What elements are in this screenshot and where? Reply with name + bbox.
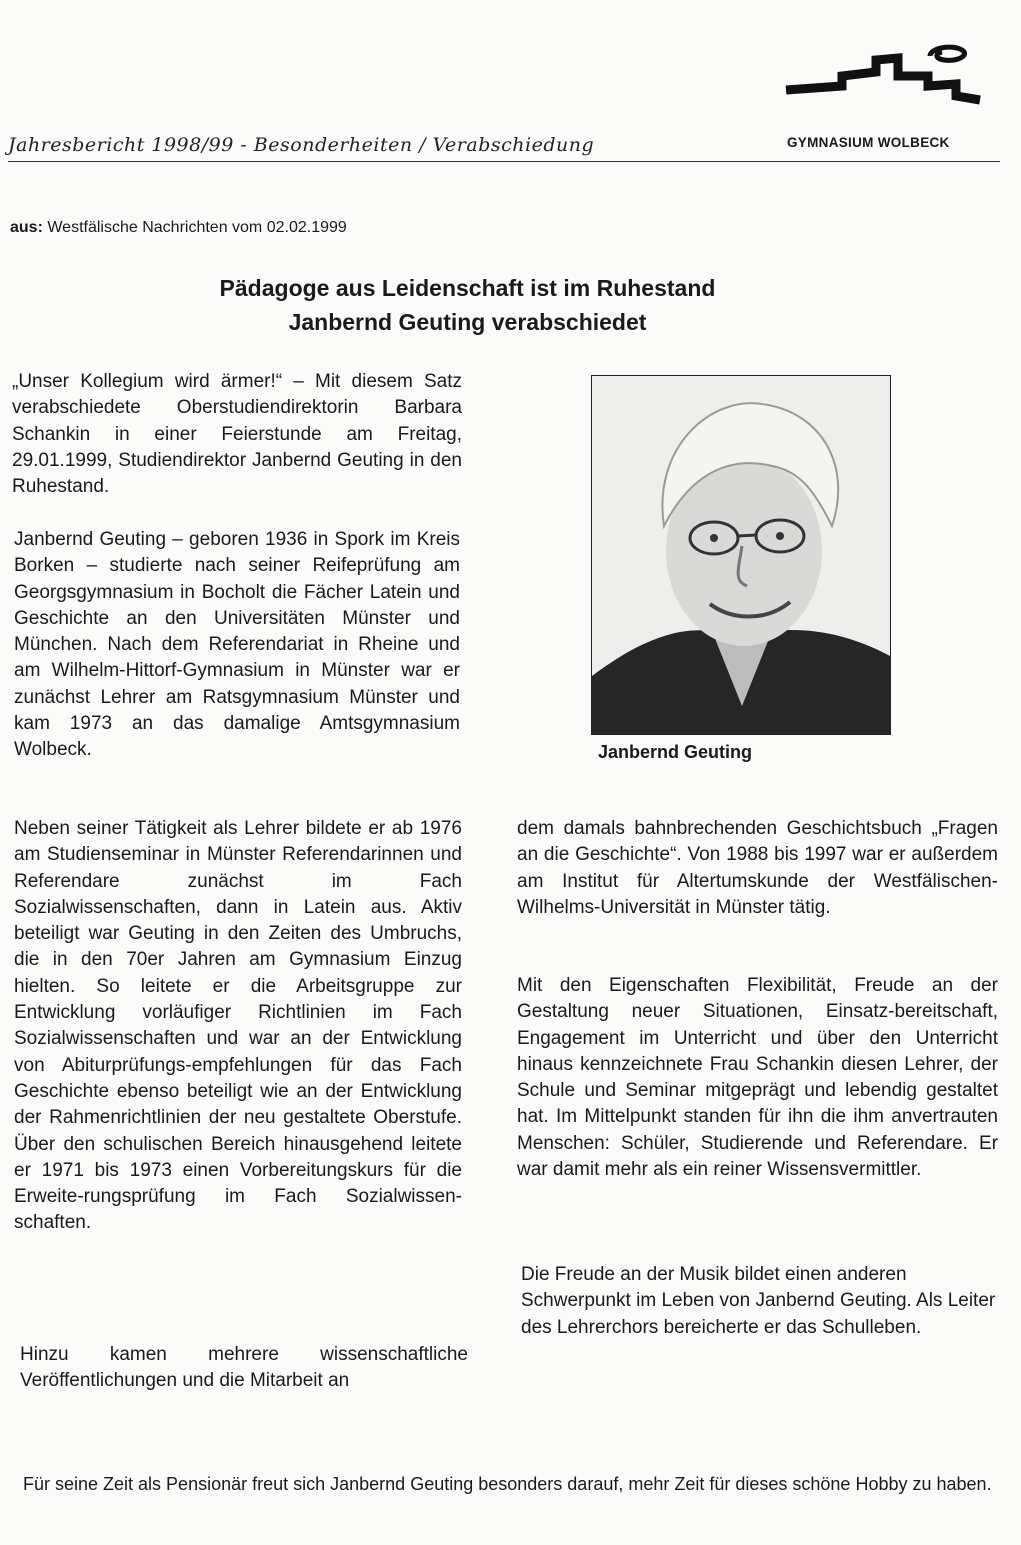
right-paragraph-1: dem damals bahnbrechenden Geschichtsbuch „Fragen an die Geschichte“. Von 1988 bis 1997 war er außerdem am Institut für Altertumskunde der Westfälischen-Wilhelms-Universität in Münster tätig. (517, 818, 998, 918)
school-name: GYMNASIUM WOLBECK (787, 135, 950, 150)
source-prefix: aus: (10, 219, 43, 236)
right-paragraph-2: Mit den Eigenschaften Flexibilität, Freude an der Gestaltung neuer Situationen, Einsatz-bereitschaft, Engagement im Unterricht und über den Unterricht hinaus kennzeichnete Frau Schankin diesen Lehrer, der Schule und Seminar mitgeprägt und lebendig gestaltet hat. Im Mittelpunkt standen für ihn die ihm anvertrauten Menschen: Schüler, Studierende und Referendare. Er war damit mehr als ein reiner Wissensvermittler. (517, 975, 998, 1181)
left-paragraph-1: „Unser Kollegium wird ärmer!“ – Mit diesem Satz verabschiedete Oberstudiendirektorin Barbara Schankin in einer Feierstunde am Freitag, 29.01.1999, Studiendirektor Janbernd Geuting in den Ruhestand. (12, 371, 462, 498)
school-logo-icon (780, 42, 1000, 122)
photo-caption: Janbernd Geuting (598, 742, 753, 762)
closing-paragraph: Für seine Zeit als Pensionär freut sich Janbernd Geuting besonders darauf, mehr Zeit für dieses schöne Hobby zu haben. (23, 1474, 992, 1494)
header-divider (8, 161, 1000, 162)
source-line (10, 219, 347, 237)
headline-line-1: Pädagoge aus Leidenschaft ist im Ruhestand (219, 275, 716, 301)
portrait-photo (591, 375, 891, 735)
left-paragraph-2: Janbernd Geuting – geboren 1936 in Spork im Kreis Borken – studierte nach seiner Reifeprüfung am Georgsgymnasium in Bocholt die Fächer Latein und Geschichte an den Universitäten Münster und München. Nach dem Referendariat in Rheine und am Wilhelm-Hittorf-Gymnasium in Münster war er zunächst Lehrer am Ratsgymnasium Münster und kam 1973 an das damalige Amtsgymnasium Wolbeck. (14, 529, 460, 761)
article-headline (0, 271, 935, 339)
right-paragraph-3: Die Freude an der Musik bildet einen anderen Schwerpunkt im Leben von Janbernd Geuting. Als Leiter des Lehrerchors bereicherte er das Schulleben. (521, 1264, 996, 1338)
source-text: Westfälische Nachrichten vom 02.02.1999 (47, 219, 347, 236)
headline-line-2: Janbernd Geuting verabschiedet (288, 309, 647, 335)
portrait-image (592, 376, 890, 734)
left-paragraph-4: Hinzu kamen mehrere wissenschaftliche Veröffentlichungen und die Mitarbeit an (20, 1344, 468, 1392)
running-title: Jahresbericht 1998/99 - Besonderheiten / Verabschiedung (8, 134, 595, 156)
left-paragraph-3: Neben seiner Tätigkeit als Lehrer bildete er ab 1976 am Studienseminar in Münster Referendarinnen und Referendare zunächst im Fach Sozialwissenschaften, dann in Latein aus. Aktiv beteiligt war Geuting in den Zeiten des Umbruchs, die in den 70er Jahren am Gymnasium Einzug hielten. So leitete er die Arbeitsgruppe zur Entwicklung vorläufiger Richtlinien im Fach Sozialwissenschaften und war an der Entwicklung von Abiturprüfungs-empfehlungen für das Fach Geschichte ebenso beteiligt wie an der Entwicklung der Rahmenrichtlinien der neu gestaltete Oberstufe. Über den schulischen Bereich hinausgehend leitete er 1971 bis 1973 einen Vorbereitungskurs für die Erweite-rungsprüfung im Fach Sozialwissen-schaften. (14, 818, 462, 1234)
